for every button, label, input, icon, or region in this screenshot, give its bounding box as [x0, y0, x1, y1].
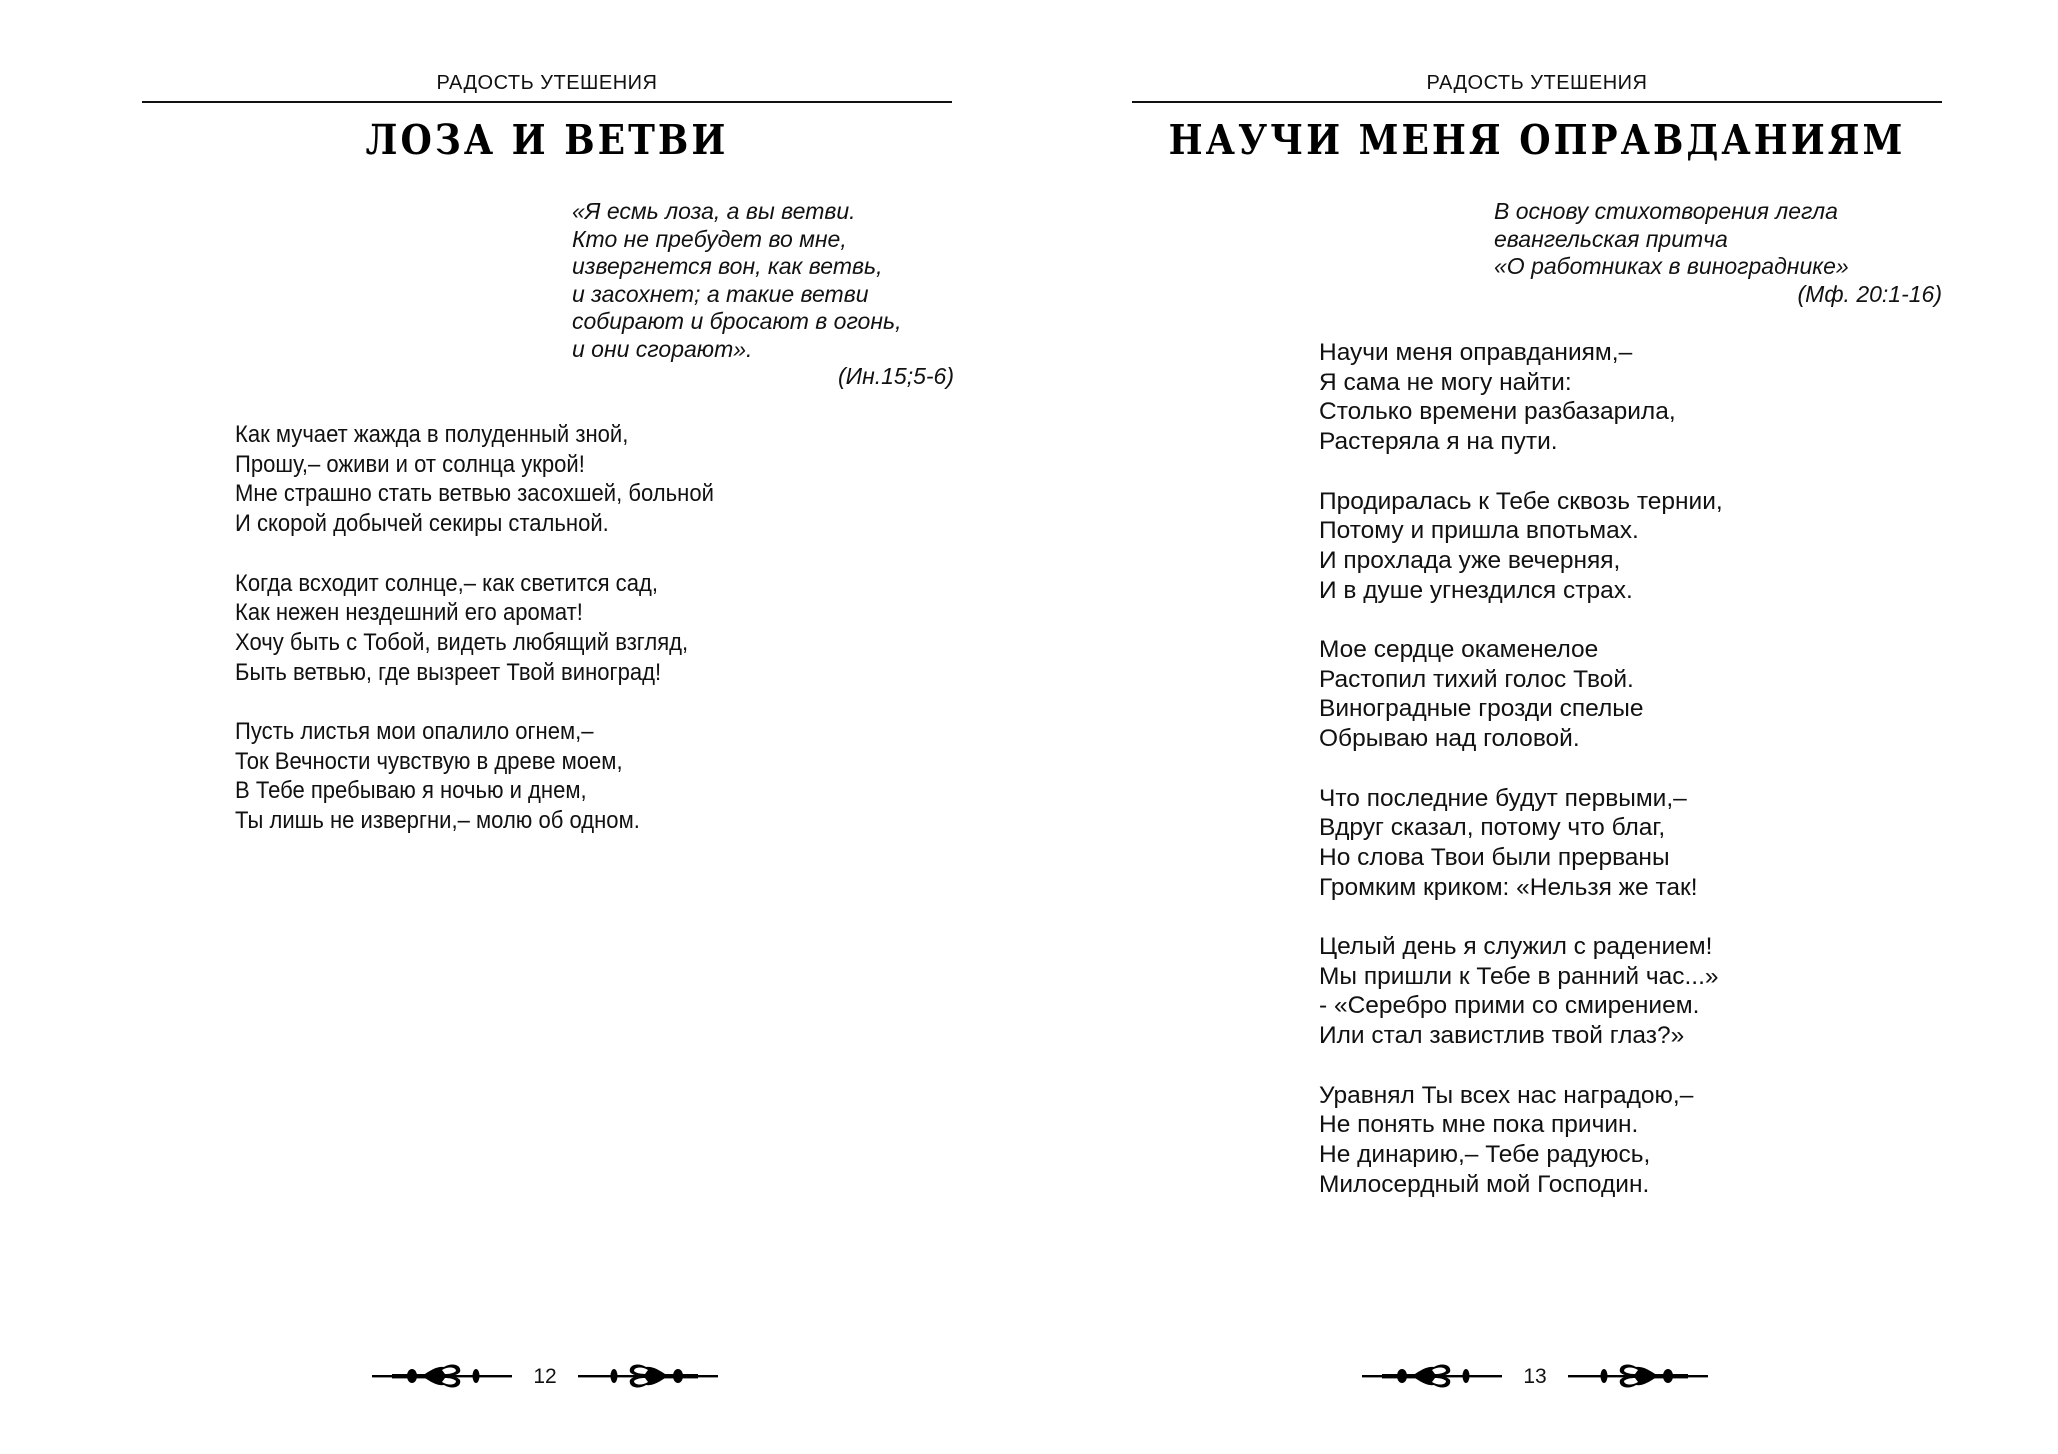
stanza [1319, 635, 1723, 754]
poem-line: Виноградные грозди спелые [1319, 695, 1644, 723]
poem-line: Хочу быть с Тобой, видеть любящий взгляд, [235, 628, 689, 656]
epigraph [1494, 198, 1942, 308]
poem-line: Когда всходит солнце,– как светится сад, [235, 569, 658, 597]
poem-title: ЛОЗА И ВЕТВИ [365, 116, 729, 165]
page-number: 13 [1523, 1365, 1547, 1388]
poem-line: Мне страшно стать ветвью засохшей, больной [235, 480, 714, 508]
poem-line: - «Серебро прими со смирением. [1319, 992, 1700, 1020]
right-page [1029, 0, 2058, 1454]
epigraph-line: собирают и бросают в огонь, [572, 308, 902, 334]
poem-line: Ток Вечности чувствую в древе моем, [235, 747, 623, 775]
epigraph-line: В основу стихотворения легла [1494, 198, 1838, 224]
poem-line: Но слова Твои были прерваны [1319, 843, 1670, 871]
poem-line: Милосердный мой Господин. [1319, 1170, 1650, 1198]
stanza [235, 717, 767, 836]
stanza [1319, 338, 1723, 457]
stanza [1319, 784, 1723, 903]
poem-line: И в душе угнездился страх. [1319, 576, 1633, 604]
header-rule [1132, 101, 1942, 103]
epigraph-line: Кто не пребудет во мне, [572, 225, 847, 252]
epigraph-line: евангельская притча [1494, 225, 1728, 252]
epigraph-line: «Я есмь лоза, а вы ветви. [572, 198, 856, 224]
poem-body [1319, 338, 1723, 1229]
scripture-reference: (Мф. 20:1-16) [1797, 280, 1942, 307]
running-head: РАДОСТЬ УТЕШЕНИЯ [1426, 72, 1648, 94]
poem-title: НАУЧИ МЕНЯ ОПРАВДАНИЯМ [1168, 116, 1906, 165]
poem-line: Мы пришли к Тебе в ранний час...» [1319, 962, 1719, 990]
epigraph-line: извергнется вон, как ветвь, [572, 253, 883, 279]
poem-line: Громким криком: «Нельзя же так! [1319, 873, 1698, 901]
poem-line: Продиралась к Тебе сквозь тернии, [1319, 487, 1723, 515]
fleuron-ornament-icon [372, 1364, 512, 1390]
poem-line: Не динарию,– Тебе радуюсь, [1319, 1140, 1651, 1168]
poem-line: И прохлада уже вечерняя, [1319, 546, 1621, 574]
poem-line: Прошу,– оживи и от солнца укрой! [235, 450, 585, 478]
poem-line: Обрываю над головой. [1319, 725, 1580, 753]
poem-line: Столько времени разбазарила, [1319, 398, 1676, 426]
poem-line: Пусть листья мои опалило огнем,– [235, 718, 594, 745]
poem-line: И скорой добычей секиры стальной. [235, 510, 609, 538]
poem-line: Не понять мне пока причин. [1319, 1111, 1639, 1139]
poem-line: Растопил тихий голос Твой. [1319, 665, 1634, 693]
poem-line: Что последние будут первыми,– [1319, 784, 1687, 812]
page-number: 12 [533, 1365, 557, 1388]
page-footer [1362, 1362, 1708, 1392]
stanza [235, 569, 767, 688]
fleuron-ornament-icon [1362, 1364, 1502, 1390]
poem-line: Потому и пришла впотьмах. [1319, 517, 1639, 545]
scripture-reference: (Ин.15;5-6) [837, 363, 954, 389]
poem-line: Растеряла я на пути. [1319, 428, 1558, 456]
epigraph [572, 198, 954, 391]
epigraph-line: и они сгорают». [572, 335, 753, 362]
poem-line: В Тебе пребываю я ночью и днем, [235, 777, 587, 805]
stanza [235, 420, 767, 539]
poem-line: Я сама не могу найти: [1319, 368, 1572, 396]
epigraph-line: и засохнет; а такие ветви [572, 280, 869, 307]
page-footer [372, 1362, 718, 1392]
poem-line: Целый день я служил с радением! [1319, 933, 1713, 960]
running-head: РАДОСТЬ УТЕШЕНИЯ [436, 72, 658, 94]
poem-line: Как нежен нездешний его аромат! [235, 599, 583, 627]
poem-line: Или стал завистлив твой глаз?» [1319, 1022, 1685, 1050]
poem-line: Как мучает жажда в полуденный зной, [235, 421, 629, 448]
header-rule [142, 101, 952, 103]
poem-line: Ты лишь не извергни,– молю об одном. [235, 807, 640, 835]
fleuron-ornament-icon [578, 1364, 718, 1390]
epigraph-line: «О работниках в винограднике» [1494, 253, 1849, 279]
fleuron-ornament-icon [1568, 1364, 1708, 1390]
poem-line: Научи меня оправданиям,– [1319, 339, 1633, 366]
poem-line: Уравнял Ты всех нас наградою,– [1319, 1081, 1694, 1109]
poem-line: Мое сердце окаменелое [1319, 636, 1599, 663]
stanza [1319, 932, 1723, 1051]
stanza [1319, 1081, 1723, 1200]
stanza [1319, 487, 1723, 606]
poem-line: Вдруг сказал, потому что благ, [1319, 814, 1666, 842]
poem-body [235, 420, 767, 866]
poem-line: Быть ветвью, где вызреет Твой виноград! [235, 658, 662, 686]
